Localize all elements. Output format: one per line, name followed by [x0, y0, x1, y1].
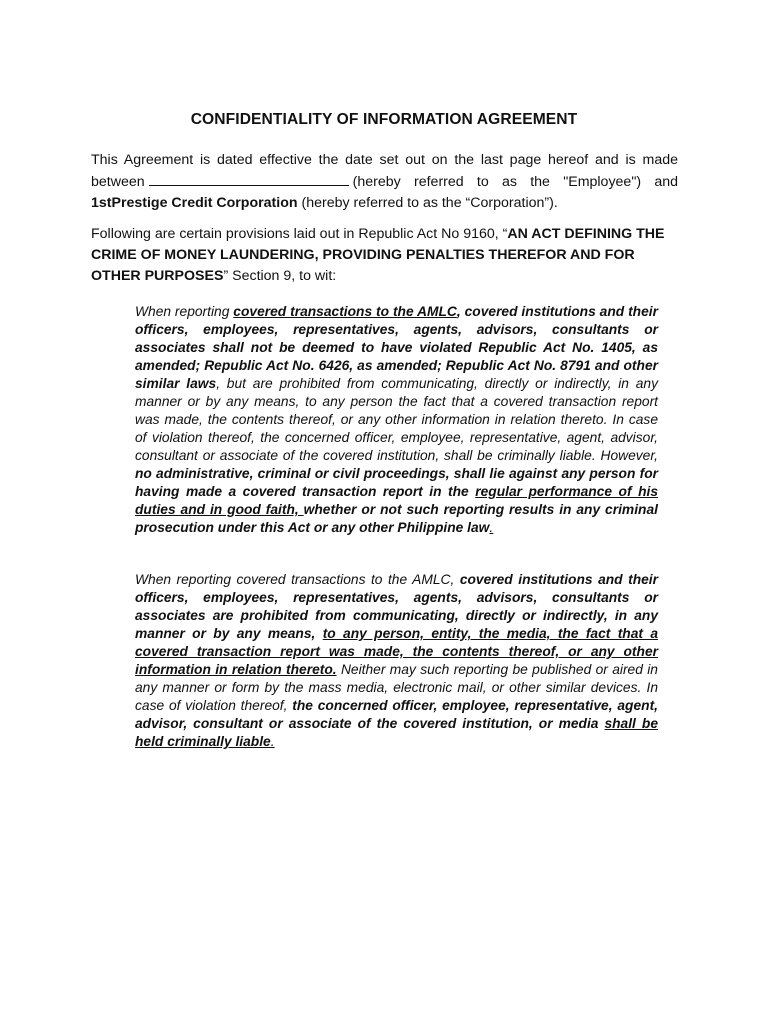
q1-segment-8: . [489, 520, 494, 535]
q2-segment-2: covered institutions and their officers, employees, representatives, agents, advisors, consultants or associates are prohibited from communicating, directly or indirectly, in any manner or by any means, [135, 572, 658, 641]
q2-segment-5: the concerned officer, employee, representative, agent, advisor, consultant or associate of the covered institution, or media [135, 698, 658, 731]
q2-segment-4: Neither may such reporting be published or aired in any manner or form by the mass media, electronic mail, or other similar devices. In case of violation thereof, [135, 662, 658, 713]
q2-segment-1: When reporting covered transactions to the AMLC, [135, 572, 460, 587]
q1-segment-7: whether or not such reporting results in any criminal prosecution under this Act or any other Philippine law [135, 502, 658, 535]
employee-name-blank [149, 171, 349, 186]
act-title: AN ACT DEFINING THE CRIME OF MONEY LAUNDERING, PROVIDING PENALTIES THEREFOR AND FOR OTHER PURPOSES [91, 226, 665, 284]
agreement-intro-paragraph [91, 150, 678, 214]
q1-segment-1: When reporting [135, 304, 234, 319]
intro-text-b: (hereby referred to as the "Employee") and [352, 174, 678, 190]
intro-text-a: This Agreement is dated effective the date set out on the last page hereof and is made between [91, 152, 678, 190]
q2-segment-3: to any person, entity, the media, the fact that a covered transaction report was made, the contents thereof, or any other information in relation thereto. [135, 626, 658, 677]
q1-segment-4: , but are prohibited from communicating, directly or indirectly, in any manner or by any means, to any person the fact that a covered transaction report was made, the contents thereof, or any other information in relation thereto. In case of violation thereof, the concerned officer, employee, representative, agent, advisor, consultant or associate of the covered institution, shall be criminally liable. However, [135, 376, 659, 463]
q1-segment-2: covered transactions to the AMLC [233, 304, 457, 319]
company-name: 1stPrestige Credit Corporation [91, 195, 298, 211]
act-section-text: ” Section 9, to wit: [223, 268, 337, 284]
q1-segment-5: no administrative, criminal or civil proceedings, shall lie against any person for having made a covered transaction report in the [135, 466, 658, 499]
act-intro-text: Following are certain provisions laid out in Republic Act No 9160, “ [91, 226, 508, 242]
q2-segment-7: . [270, 734, 275, 749]
act-reference-paragraph [91, 224, 678, 287]
q1-segment-6: regular performance of his duties and in good faith, [135, 484, 658, 517]
quoted-provision-2 [135, 571, 658, 751]
q2-segment-6: shall be held criminally liable [135, 716, 658, 749]
intro-text-c: (hereby referred to as the “Corporation”). [301, 195, 558, 211]
q1-segment-3: , covered institutions and their officers, employees, representatives, agents, advisors, consultants or associates shall not be deemed to have violated Republic Act No. 1405, as amended; Republic Act No. 6426, as amended; Republic Act No. 8791 and other similar laws [135, 304, 658, 391]
document-title: CONFIDENTIALITY OF INFORMATION AGREEMENT [190, 111, 578, 128]
quoted-provision-1 [135, 303, 658, 537]
